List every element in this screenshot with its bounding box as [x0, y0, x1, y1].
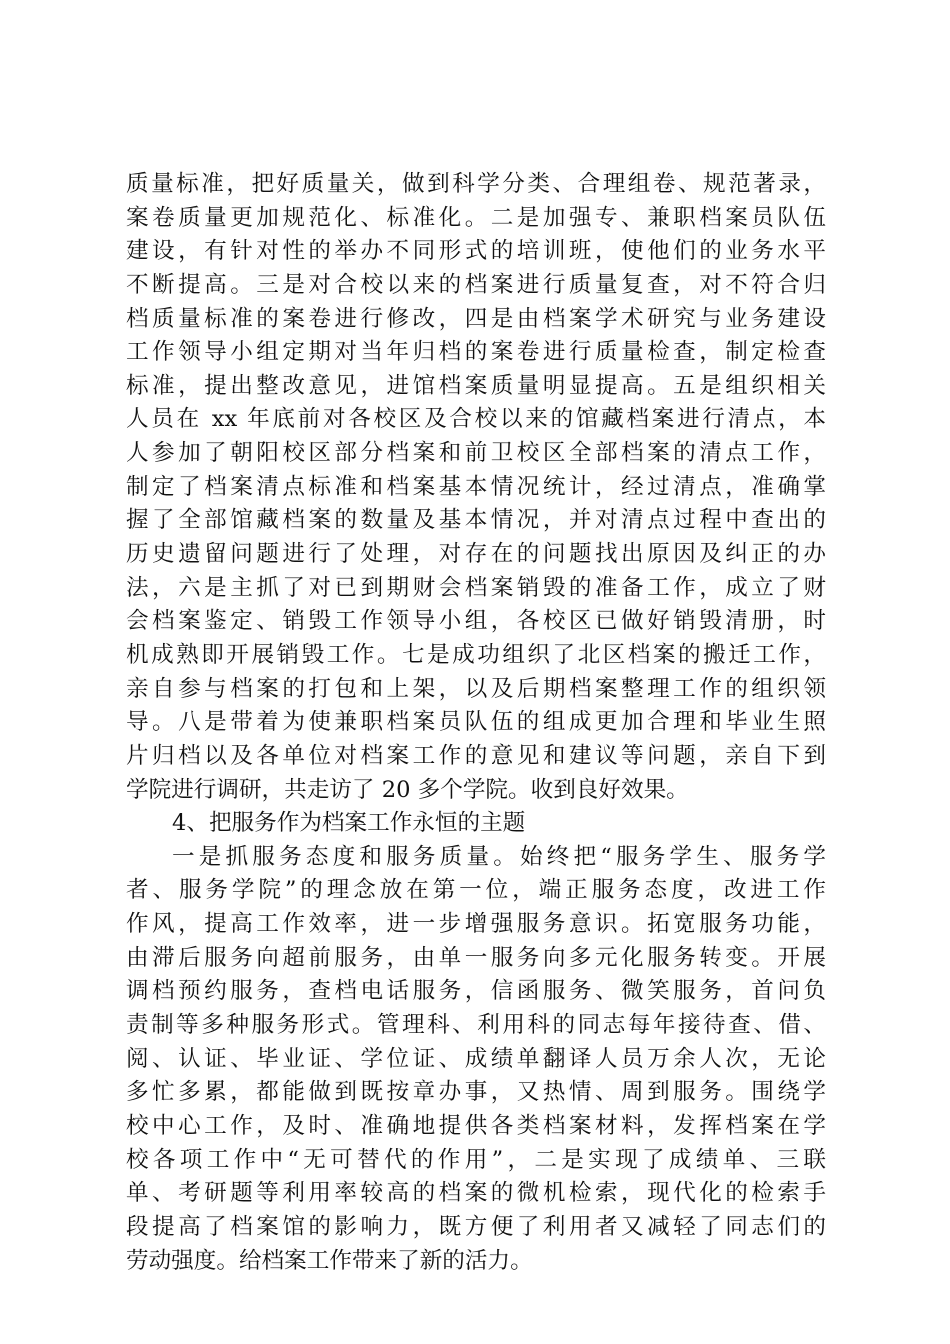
text-line: 会档案鉴定、销毁工作领导小组，各校区已做好销毁清册，时	[126, 608, 826, 635]
text-line: 标准，提出整改意见，进馆档案质量明显提高。五是组织相关	[126, 372, 826, 399]
text-line: 导。八是带着为使兼职档案员队伍的组成更加合理和毕业生照	[126, 709, 826, 736]
text-line: 作风，提高工作效率，进一步增强服务意识。拓宽服务功能，	[126, 911, 826, 938]
text-line: 历史遗留问题进行了处理，对存在的问题找出原因及纠正的办	[126, 541, 826, 568]
section-heading: 4、把服务作为档案工作永恒的主题	[172, 810, 526, 837]
text-line: 一是抓服务态度和服务质量。始终把“服务学生、服务学	[172, 843, 826, 870]
text-line: 阅、认证、毕业证、学位证、成绩单翻译人员万余人次，无论	[126, 1045, 826, 1072]
text-line: 机成熟即开展销毁工作。七是成功组织了北区档案的搬迁工作，	[126, 641, 826, 668]
body-text	[126, 168, 826, 1278]
text-line: 者、服务学院”的理念放在第一位，端正服务态度，改进工作	[126, 877, 826, 904]
text-line: 制定了档案清点标准和档案基本情况统计，经过清点，准确掌	[126, 473, 826, 500]
text-line: 工作领导小组定期对当年归档的案卷进行质量检查，制定检查	[126, 339, 826, 366]
text-line: 责制等多种服务形式。管理科、利用科的同志每年接待查、借、	[126, 1012, 826, 1039]
text-line: 校各项工作中“无可替代的作用”，二是实现了成绩单、三联	[126, 1146, 826, 1173]
text-line: 握了全部馆藏档案的数量及基本情况，并对清点过程中查出的	[126, 507, 826, 534]
text-line: 法，六是主抓了对已到期财会档案销毁的准备工作，成立了财	[126, 574, 826, 601]
text-line: 劳动强度。给档案工作带来了新的活力。	[126, 1247, 533, 1274]
text-line: 质量标准，把好质量关，做到科学分类、合理组卷、规范著录，	[126, 171, 826, 197]
text-line: 案卷质量更加规范化、标准化。二是加强专、兼职档案员队伍	[126, 204, 826, 231]
text-line: 由滞后服务向超前服务，由单一服务向多元化服务转变。开展	[126, 944, 826, 971]
text-line: 不断提高。三是对合校以来的档案进行质量复查，对不符合归	[126, 271, 826, 298]
text-line: 单、考研题等利用率较高的档案的微机检索，现代化的检索手	[126, 1180, 826, 1207]
text-line: 档质量标准的案卷进行修改，四是由档案学术研究与业务建设	[126, 305, 826, 332]
text-line: 调档预约服务，查档电话服务，信函服务、微笑服务，首问负	[126, 978, 826, 1005]
text-line: 建设，有针对性的举办不同形式的培训班，使他们的业务水平	[126, 238, 826, 265]
text-line: 校中心工作，及时、准确地提供各类档案材料，发挥档案在学	[126, 1112, 826, 1139]
text-line: 人员在 xx 年底前对各校区及合校以来的馆藏档案进行清点，本	[126, 406, 826, 433]
text-line: 片归档以及各单位对档案工作的意见和建议等问题，亲自下到	[126, 742, 826, 769]
text-line: 多忙多累，都能做到既按章办事，又热情、周到服务。围绕学	[126, 1079, 826, 1106]
text-line: 亲自参与档案的打包和上架，以及后期档案整理工作的组织领	[126, 675, 826, 702]
text-line: 人参加了朝阳校区部分档案和前卫校区全部档案的清点工作，	[126, 440, 826, 467]
text-line: 段提高了档案馆的影响力，既方便了利用者又减轻了同志们的	[126, 1213, 826, 1240]
text-line: 学院进行调研，共走访了 20 多个学院。收到良好效果。	[126, 776, 689, 803]
